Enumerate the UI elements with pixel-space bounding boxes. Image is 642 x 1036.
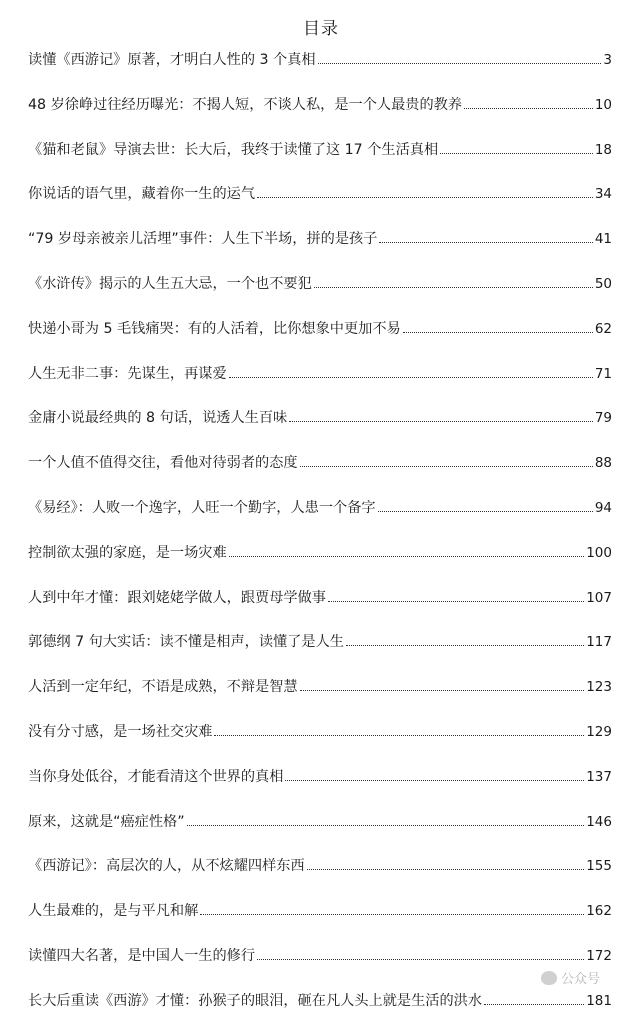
toc-entry[interactable] <box>28 319 612 364</box>
toc-entry-title: 人生无非二事：先谋生，再谋爱 <box>28 365 227 382</box>
dot-leader <box>403 331 593 333</box>
toc-entry-title: 人到中年才懂：跟刘姥姥学做人，跟贾母学做事 <box>28 589 326 606</box>
dot-leader <box>378 510 593 512</box>
toc-entry-title: 你说话的语气里，藏着你一生的运气 <box>28 186 256 203</box>
toc-entry-title: 人生最难的，是与平凡和解 <box>28 903 199 920</box>
toc-entry-page-number: 41 <box>594 231 612 248</box>
toc-entry[interactable] <box>28 991 612 1036</box>
toc-entry[interactable] <box>28 588 612 633</box>
toc-entry[interactable] <box>28 95 612 140</box>
toc-entry-title: 人活到一定年纪，不语是成熟，不辩是智慧 <box>28 679 298 696</box>
toc-entry-page-number: 3 <box>603 52 612 68</box>
watermark <box>541 968 600 987</box>
dot-leader <box>214 734 584 736</box>
toc-entry-page-number: 71 <box>594 365 612 382</box>
toc-entry[interactable] <box>28 453 612 498</box>
toc-entry[interactable] <box>28 677 612 722</box>
dot-leader <box>257 196 593 198</box>
toc-entry[interactable] <box>28 856 612 901</box>
dot-leader <box>257 958 584 960</box>
dot-leader <box>300 465 593 467</box>
toc-entry[interactable] <box>28 364 612 409</box>
toc-entry-title: 一个人值不值得交往，看他对待弱者的态度 <box>28 455 298 472</box>
toc-entry-page-number: 18 <box>594 141 612 158</box>
toc-entry-page-number: 155 <box>586 858 612 875</box>
toc-entry-page-number: 62 <box>594 320 612 337</box>
toc-entry[interactable] <box>28 140 612 185</box>
dot-leader <box>346 644 584 646</box>
toc-entry-title: 《易经》：人败一个逸字，人旺一个勤字，人患一个备字 <box>28 499 376 516</box>
dot-leader <box>300 689 585 691</box>
dot-leader <box>484 1003 584 1005</box>
toc-entry[interactable] <box>28 498 612 543</box>
toc-entry[interactable] <box>28 184 612 229</box>
toc-entry[interactable] <box>28 229 612 274</box>
dot-leader <box>440 152 593 154</box>
toc-entry-page-number: 34 <box>594 186 612 203</box>
toc-entry-page-number: 123 <box>586 679 612 696</box>
toc-entry[interactable] <box>28 901 612 946</box>
toc-entry-title: 金庸小说最经典的 8 句话，说透人生百味 <box>28 410 288 427</box>
toc-entry-title: 原来，这就是“癌症性格” <box>28 813 185 830</box>
dot-leader <box>318 62 602 64</box>
dot-leader <box>200 913 584 915</box>
dot-leader <box>187 824 585 826</box>
toc-entry-page-number: 79 <box>594 410 612 427</box>
toc-entry-title: 郭德纲 7 句大实话：读不懂是相声，读懂了是人生 <box>28 634 344 651</box>
toc-entry-page-number: 129 <box>586 723 612 740</box>
toc-entry-title: 读懂《西游记》原著，才明白人性的 3 个真相 <box>28 52 316 68</box>
toc-entry-page-number: 117 <box>586 634 612 651</box>
dot-leader <box>289 420 593 422</box>
wechat-icon <box>541 971 557 985</box>
toc-entry-page-number: 100 <box>586 544 612 561</box>
toc-entry[interactable] <box>28 632 612 677</box>
toc-entry-title: 48 岁徐峥过往经历曝光：不揭人短，不谈人私，是一个人最贵的教养 <box>28 96 463 113</box>
toc-entry-title: 长大后重读《西游》才懂：孙猴子的眼泪，砸在凡人头上就是生活的洪水 <box>28 992 483 1009</box>
toc-entry-title: 没有分寸感，是一场社交灾难 <box>28 723 213 740</box>
toc-entry-page-number: 181 <box>586 992 612 1009</box>
dot-leader <box>314 286 593 288</box>
toc-entry-title: 《水浒传》揭示的人生五大忌，一个也不要犯 <box>28 275 312 292</box>
toc-entry-title: 快递小哥为 5 毛钱痛哭：有的人活着，比你想象中更加不易 <box>28 320 401 337</box>
dot-leader <box>464 107 593 109</box>
dot-leader <box>229 555 585 557</box>
watermark-text: 公众号 <box>560 972 600 987</box>
toc-entry-page-number: 172 <box>586 947 612 964</box>
table-of-contents <box>28 50 612 1036</box>
toc-entry-page-number: 137 <box>586 768 612 785</box>
toc-entry-title: 控制欲太强的家庭，是一场灾难 <box>28 544 227 561</box>
toc-entry[interactable] <box>28 946 612 991</box>
toc-entry[interactable] <box>28 274 612 319</box>
toc-entry-title: “79 岁母亲被亲儿活埋”事件：人生下半场，拼的是孩子 <box>28 231 378 248</box>
toc-entry-page-number: 94 <box>594 499 612 516</box>
toc-entry[interactable] <box>28 722 612 767</box>
toc-entry[interactable] <box>28 767 612 812</box>
toc-title: 目录 <box>303 19 339 39</box>
toc-entry-page-number: 88 <box>594 455 612 472</box>
dot-leader <box>229 376 593 378</box>
toc-entry-page-number: 10 <box>594 96 612 113</box>
dot-leader <box>328 600 584 602</box>
toc-entry[interactable] <box>28 408 612 453</box>
toc-entry-page-number: 162 <box>586 903 612 920</box>
toc-entry-title: 《西游记》：高层次的人，从不炫耀四样东西 <box>28 858 305 875</box>
toc-entry-title: 当你身处低谷，才能看清这个世界的真相 <box>28 768 284 785</box>
dot-leader <box>307 868 585 870</box>
toc-entry-title: 读懂四大名著，是中国人一生的修行 <box>28 947 256 964</box>
toc-entry-page-number: 146 <box>586 813 612 830</box>
toc-entry[interactable] <box>28 50 612 95</box>
dot-leader <box>285 779 584 781</box>
toc-entry-page-number: 50 <box>594 275 612 292</box>
dot-leader <box>379 241 592 243</box>
toc-entry-page-number: 107 <box>586 589 612 606</box>
toc-entry[interactable] <box>28 543 612 588</box>
toc-entry-title: 《猫和老鼠》导演去世：长大后，我终于读懂了这 17 个生活真相 <box>28 141 439 158</box>
toc-entry[interactable] <box>28 812 612 857</box>
